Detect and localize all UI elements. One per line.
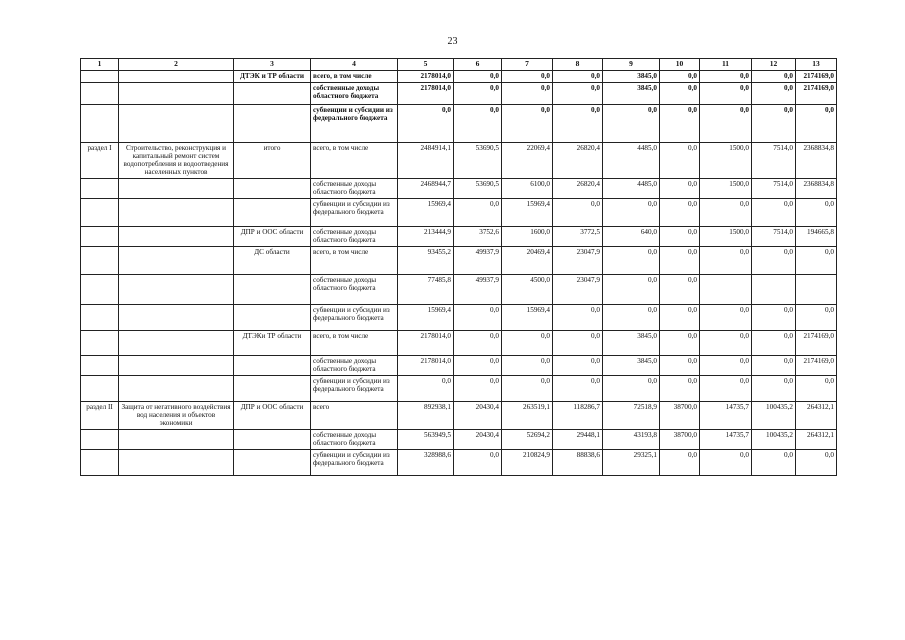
value-cell-col8: 0,0	[553, 198, 603, 226]
value-cell-col9: 0,0	[603, 274, 660, 304]
value-cell-col7: 0,0	[502, 330, 553, 355]
funding-source-cell: всего, в том числе	[311, 246, 398, 274]
table-row	[81, 429, 837, 449]
value-cell-col6: 0,0	[454, 355, 502, 375]
value-cell-col11: 0,0	[700, 330, 752, 355]
value-cell-col6: 0,0	[454, 375, 502, 401]
column-header-9: 9	[603, 59, 660, 71]
value-cell-col12	[752, 274, 796, 304]
column-header-8: 8	[553, 59, 603, 71]
value-cell-col11: 0,0	[700, 104, 752, 142]
value-cell-col13: 2174169,0	[796, 355, 837, 375]
value-cell-col9: 0,0	[603, 198, 660, 226]
value-cell-col8: 29448,1	[553, 429, 603, 449]
value-cell-col6: 0,0	[454, 70, 502, 82]
value-cell-col5: 15969,4	[398, 198, 454, 226]
funding-source-cell: субвенции и субсидии из федерального бюджета	[311, 449, 398, 475]
value-cell-col7: 1600,0	[502, 226, 553, 246]
executor-cell	[234, 429, 311, 449]
column-header-1: 1	[81, 59, 119, 71]
section-cell	[81, 226, 119, 246]
value-cell-col10: 0,0	[660, 70, 700, 82]
value-cell-col9: 3845,0	[603, 70, 660, 82]
value-cell-col6: 0,0	[454, 104, 502, 142]
value-cell-col6: 53690,5	[454, 142, 502, 178]
value-cell-col7: 263519,1	[502, 401, 553, 429]
section-cell	[81, 429, 119, 449]
value-cell-col10: 0,0	[660, 274, 700, 304]
table-row	[81, 142, 837, 178]
value-cell-col9: 0,0	[603, 246, 660, 274]
funding-source-cell: собственные доходы областного бюджета	[311, 429, 398, 449]
executor-cell: ДТЭК и ТР области	[234, 70, 311, 82]
value-cell-col11	[700, 274, 752, 304]
activity-name-cell	[119, 226, 234, 246]
value-cell-col7: 0,0	[502, 82, 553, 104]
value-cell-col5: 892938,1	[398, 401, 454, 429]
table-row	[81, 274, 837, 304]
table-row	[81, 330, 837, 355]
column-header-10: 10	[660, 59, 700, 71]
value-cell-col9: 0,0	[603, 304, 660, 330]
value-cell-col11: 0,0	[700, 449, 752, 475]
funding-source-cell: субвенции и субсидии из федерального бюджета	[311, 198, 398, 226]
activity-name-cell	[119, 375, 234, 401]
value-cell-col12: 0,0	[752, 355, 796, 375]
value-cell-col11: 14735,7	[700, 401, 752, 429]
value-cell-col7: 4500,0	[502, 274, 553, 304]
value-cell-col6: 20430,4	[454, 429, 502, 449]
table-row	[81, 246, 837, 274]
column-header-5: 5	[398, 59, 454, 71]
value-cell-col11: 1500,0	[700, 142, 752, 178]
value-cell-col10: 0,0	[660, 198, 700, 226]
table-row	[81, 70, 837, 82]
value-cell-col13: 0,0	[796, 198, 837, 226]
column-header-4: 4	[311, 59, 398, 71]
value-cell-col9: 29325,1	[603, 449, 660, 475]
value-cell-col9: 0,0	[603, 375, 660, 401]
value-cell-col11: 1500,0	[700, 226, 752, 246]
value-cell-col5: 328988,6	[398, 449, 454, 475]
activity-name-cell	[119, 82, 234, 104]
value-cell-col5: 2484914,1	[398, 142, 454, 178]
value-cell-col6: 0,0	[454, 449, 502, 475]
value-cell-col5: 2178014,0	[398, 70, 454, 82]
executor-cell: ДТЭКи ТР области	[234, 330, 311, 355]
value-cell-col13: 2368834,8	[796, 178, 837, 198]
activity-name-cell: Строительство, реконструкция и капитальный ремонт систем водопотребления и водоотведения населенных пунктов	[119, 142, 234, 178]
value-cell-col13: 0,0	[796, 104, 837, 142]
value-cell-col5: 15969,4	[398, 304, 454, 330]
value-cell-col8: 118286,7	[553, 401, 603, 429]
value-cell-col8: 26820,4	[553, 178, 603, 198]
section-cell	[81, 355, 119, 375]
value-cell-col13: 0,0	[796, 375, 837, 401]
value-cell-col12: 0,0	[752, 330, 796, 355]
funding-source-cell: субвенции и субсидии из федерального бюджета	[311, 304, 398, 330]
value-cell-col13: 2368834,8	[796, 142, 837, 178]
section-cell	[81, 70, 119, 82]
value-cell-col10: 0,0	[660, 375, 700, 401]
value-cell-col8: 88838,6	[553, 449, 603, 475]
activity-name-cell	[119, 178, 234, 198]
value-cell-col9: 640,0	[603, 226, 660, 246]
value-cell-col10: 0,0	[660, 226, 700, 246]
value-cell-col11: 0,0	[700, 82, 752, 104]
value-cell-col9: 4485,0	[603, 142, 660, 178]
funding-source-cell: всего, в том числе	[311, 330, 398, 355]
value-cell-col10: 38700,0	[660, 401, 700, 429]
executor-cell	[234, 304, 311, 330]
section-cell	[81, 82, 119, 104]
column-header-12: 12	[752, 59, 796, 71]
column-header-11: 11	[700, 59, 752, 71]
value-cell-col5: 0,0	[398, 375, 454, 401]
value-cell-col12: 0,0	[752, 304, 796, 330]
funding-source-cell: собственные доходы областного бюджета	[311, 274, 398, 304]
value-cell-col8: 3772,5	[553, 226, 603, 246]
value-cell-col13: 0,0	[796, 246, 837, 274]
value-cell-col9: 3845,0	[603, 82, 660, 104]
table-row	[81, 82, 837, 104]
value-cell-col6: 53690,5	[454, 178, 502, 198]
executor-cell	[234, 355, 311, 375]
value-cell-col10: 0,0	[660, 178, 700, 198]
value-cell-col7: 15969,4	[502, 198, 553, 226]
activity-name-cell	[119, 304, 234, 330]
value-cell-col11: 0,0	[700, 198, 752, 226]
value-cell-col5: 77485,8	[398, 274, 454, 304]
section-cell	[81, 104, 119, 142]
value-cell-col10: 0,0	[660, 104, 700, 142]
section-cell: раздел II	[81, 401, 119, 429]
value-cell-col5: 2178014,0	[398, 355, 454, 375]
activity-name-cell	[119, 198, 234, 226]
column-header-3: 3	[234, 59, 311, 71]
table-row	[81, 449, 837, 475]
value-cell-col11: 0,0	[700, 70, 752, 82]
value-cell-col7: 15969,4	[502, 304, 553, 330]
value-cell-col12: 7514,0	[752, 178, 796, 198]
value-cell-col8: 0,0	[553, 304, 603, 330]
value-cell-col8: 23047,9	[553, 246, 603, 274]
funding-source-cell: всего, в том числе	[311, 142, 398, 178]
value-cell-col9: 4485,0	[603, 178, 660, 198]
value-cell-col5: 213444,9	[398, 226, 454, 246]
table-row	[81, 375, 837, 401]
section-cell: раздел I	[81, 142, 119, 178]
executor-cell: итого	[234, 142, 311, 178]
executor-cell	[234, 449, 311, 475]
table-row	[81, 178, 837, 198]
table-row	[81, 304, 837, 330]
section-cell	[81, 449, 119, 475]
value-cell-col10: 0,0	[660, 246, 700, 274]
value-cell-col13: 264312,1	[796, 429, 837, 449]
value-cell-col13	[796, 274, 837, 304]
funding-source-cell: собственные доходы областного бюджета	[311, 226, 398, 246]
page-number: 23	[447, 36, 458, 47]
value-cell-col11: 14735,7	[700, 429, 752, 449]
executor-cell: ДПР и ООС области	[234, 226, 311, 246]
value-cell-col8: 0,0	[553, 104, 603, 142]
value-cell-col8: 0,0	[553, 82, 603, 104]
column-header-6: 6	[454, 59, 502, 71]
value-cell-col12: 100435,2	[752, 429, 796, 449]
value-cell-col13: 2174169,0	[796, 82, 837, 104]
value-cell-col8: 0,0	[553, 330, 603, 355]
executor-cell	[234, 178, 311, 198]
value-cell-col8: 0,0	[553, 375, 603, 401]
activity-name-cell	[119, 429, 234, 449]
table-row	[81, 226, 837, 246]
column-header-2: 2	[119, 59, 234, 71]
value-cell-col5: 2178014,0	[398, 330, 454, 355]
executor-cell	[234, 274, 311, 304]
value-cell-col6: 0,0	[454, 82, 502, 104]
value-cell-col12: 0,0	[752, 198, 796, 226]
executor-cell	[234, 104, 311, 142]
value-cell-col7: 22069,4	[502, 142, 553, 178]
value-cell-col7: 0,0	[502, 355, 553, 375]
section-cell	[81, 246, 119, 274]
funding-source-cell: собственные доходы областного бюджета	[311, 178, 398, 198]
value-cell-col12: 0,0	[752, 104, 796, 142]
value-cell-col8: 26820,4	[553, 142, 603, 178]
section-cell	[81, 375, 119, 401]
section-cell	[81, 304, 119, 330]
value-cell-col12: 0,0	[752, 70, 796, 82]
value-cell-col8: 23047,9	[553, 274, 603, 304]
activity-name-cell	[119, 330, 234, 355]
value-cell-col11: 0,0	[700, 304, 752, 330]
value-cell-col13: 2174169,0	[796, 330, 837, 355]
value-cell-col9: 72518,9	[603, 401, 660, 429]
value-cell-col8: 0,0	[553, 70, 603, 82]
value-cell-col6: 49937,9	[454, 274, 502, 304]
activity-name-cell	[119, 355, 234, 375]
funding-source-cell: всего, в том числе	[311, 70, 398, 82]
value-cell-col10: 38700,0	[660, 429, 700, 449]
table-row	[81, 401, 837, 429]
section-cell	[81, 274, 119, 304]
value-cell-col13: 0,0	[796, 449, 837, 475]
value-cell-col9: 43193,8	[603, 429, 660, 449]
header-row	[81, 59, 837, 71]
executor-cell	[234, 375, 311, 401]
value-cell-col10: 0,0	[660, 330, 700, 355]
value-cell-col9: 3845,0	[603, 355, 660, 375]
value-cell-col10: 0,0	[660, 82, 700, 104]
budget-table	[80, 58, 837, 476]
value-cell-col10: 0,0	[660, 449, 700, 475]
section-cell	[81, 330, 119, 355]
column-header-7: 7	[502, 59, 553, 71]
value-cell-col13: 194665,8	[796, 226, 837, 246]
activity-name-cell	[119, 246, 234, 274]
value-cell-col7: 6100,0	[502, 178, 553, 198]
value-cell-col9: 0,0	[603, 104, 660, 142]
section-cell	[81, 178, 119, 198]
value-cell-col6: 0,0	[454, 198, 502, 226]
value-cell-col13: 264312,1	[796, 401, 837, 429]
executor-cell	[234, 198, 311, 226]
funding-source-cell: субвенции и субсидии из федерального бюджета	[311, 104, 398, 142]
value-cell-col8: 0,0	[553, 355, 603, 375]
value-cell-col12: 7514,0	[752, 226, 796, 246]
funding-source-cell: всего	[311, 401, 398, 429]
table-row	[81, 355, 837, 375]
funding-source-cell: субвенции и субсидии из федерального бюджета	[311, 375, 398, 401]
table-row	[81, 104, 837, 142]
funding-source-cell: собственные доходы областного бюджета	[311, 355, 398, 375]
value-cell-col5: 93455,2	[398, 246, 454, 274]
activity-name-cell	[119, 449, 234, 475]
executor-cell: ДПР и ООС области	[234, 401, 311, 429]
activity-name-cell: Защита от негативного воздействия вод населения и объектов экономики	[119, 401, 234, 429]
funding-source-cell: собственные доходы областного бюджета	[311, 82, 398, 104]
value-cell-col6: 20430,4	[454, 401, 502, 429]
value-cell-col7: 52694,2	[502, 429, 553, 449]
activity-name-cell	[119, 104, 234, 142]
value-cell-col11: 0,0	[700, 355, 752, 375]
activity-name-cell	[119, 70, 234, 82]
value-cell-col12: 100435,2	[752, 401, 796, 429]
value-cell-col6: 0,0	[454, 304, 502, 330]
value-cell-col7: 20469,4	[502, 246, 553, 274]
table-header	[81, 59, 837, 71]
value-cell-col9: 3845,0	[603, 330, 660, 355]
section-cell	[81, 198, 119, 226]
value-cell-col10: 0,0	[660, 142, 700, 178]
value-cell-col5: 0,0	[398, 104, 454, 142]
value-cell-col5: 2178014,0	[398, 82, 454, 104]
value-cell-col7: 210824,9	[502, 449, 553, 475]
table-body	[81, 70, 837, 475]
value-cell-col6: 49937,9	[454, 246, 502, 274]
value-cell-col12: 0,0	[752, 449, 796, 475]
value-cell-col10: 0,0	[660, 355, 700, 375]
value-cell-col13: 2174169,0	[796, 70, 837, 82]
value-cell-col10: 0,0	[660, 304, 700, 330]
value-cell-col12: 0,0	[752, 375, 796, 401]
value-cell-col5: 563949,5	[398, 429, 454, 449]
value-cell-col5: 2468944,7	[398, 178, 454, 198]
value-cell-col7: 0,0	[502, 70, 553, 82]
value-cell-col7: 0,0	[502, 375, 553, 401]
executor-cell: ДС области	[234, 246, 311, 274]
value-cell-col11: 0,0	[700, 246, 752, 274]
value-cell-col11: 0,0	[700, 375, 752, 401]
value-cell-col12: 0,0	[752, 82, 796, 104]
value-cell-col7: 0,0	[502, 104, 553, 142]
table-row	[81, 198, 837, 226]
executor-cell	[234, 82, 311, 104]
activity-name-cell	[119, 274, 234, 304]
column-header-13: 13	[796, 59, 837, 71]
value-cell-col13: 0,0	[796, 304, 837, 330]
value-cell-col12: 0,0	[752, 246, 796, 274]
value-cell-col6: 0,0	[454, 330, 502, 355]
value-cell-col6: 3752,6	[454, 226, 502, 246]
value-cell-col11: 1500,0	[700, 178, 752, 198]
value-cell-col12: 7514,0	[752, 142, 796, 178]
